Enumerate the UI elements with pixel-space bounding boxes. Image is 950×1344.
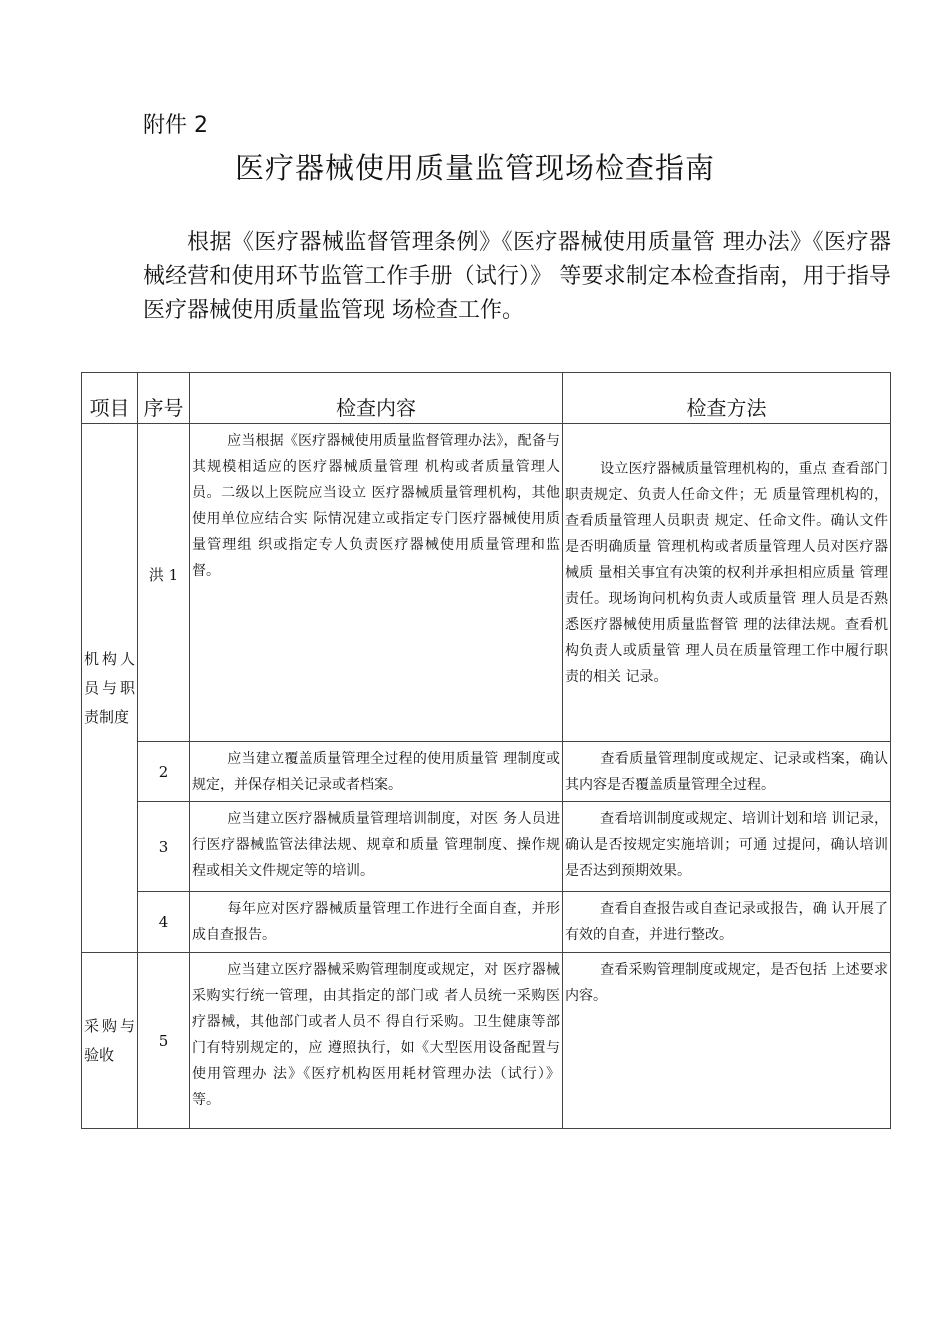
content-text: 应当建立覆盖质量管理全过程的使用质量管 理制度或规定，并保存相关记录或者档案。	[192, 751, 560, 793]
header-content: 检查内容	[190, 373, 563, 424]
method-text: 查看培训制度或规定、培训计划和培 训记录，确认是否按规定实施培训；可通 过提问，确认培训是否达到预期效果。	[565, 811, 888, 879]
header-seq: 序号	[138, 373, 190, 424]
content-text: 应当根据《医疗器械使用质量监督管理办法》，配备与其规模相适应的医疗器械质量管理 机构或者质量管理人员。二级以上医院应当设立 医疗器械质量管理机构，其他使用单位应结合实 际情况建立或指定专门医疗器械使用质量管理组 织或指定专人负责医疗器械使用质量管理和监 督。	[192, 433, 560, 579]
content-cell	[190, 892, 563, 953]
seq-cell: 洪 1	[138, 424, 190, 742]
method-cell	[563, 424, 891, 742]
seq-cell: 2	[138, 742, 190, 802]
table-header-row	[82, 373, 891, 424]
seq-cell: 3	[138, 802, 190, 892]
table-row	[82, 953, 891, 1129]
category-cell: 采购与验收	[82, 953, 138, 1129]
content-text: 应当建立医疗器械质量管理培训制度，对医 务人员进行医疗器械监管法律法规、规章和质量 管理制度、操作规程或相关文件规定等的培训。	[192, 811, 560, 879]
category-cell: 机构人员与职责制度	[82, 424, 138, 953]
method-cell	[563, 953, 891, 1129]
seq-cell: 5	[138, 953, 190, 1129]
attachment-label: 附件 2	[143, 113, 208, 138]
method-cell	[563, 892, 891, 953]
content-cell	[190, 953, 563, 1129]
content-cell	[190, 424, 563, 742]
table-row	[82, 892, 891, 953]
intro-paragraph	[143, 226, 891, 328]
content-cell	[190, 742, 563, 802]
method-cell	[563, 802, 891, 892]
method-text: 设立医疗器械质量管理机构的，重点 查看部门职责规定、负责人任命文件；无 质量管理机构的，查看质量管理人员职责 规定、任命文件。确认文件是否明确质量 管理机构或者质量管理人员对医疗器械质 量相关事宜有决策的权利并承担相应质量 管理责任。现场询问机构负责人或质量管 理人员是否熟悉医疗器械使用质量监督管 理的法律法规。查看机构负责人或质量管 理人员在质量管理工作中履行职责的相关 记录。	[565, 461, 888, 685]
intro-text: 根据《医疗器械监督管理条例》《医疗器械使用质量管 理办法》《医疗器械经营和使用环节监管工作手册（试行）》 等要求制定本检查指南，用于指导医疗器械使用质量监管现 场检查工作。	[143, 230, 891, 323]
content-text: 应当建立医疗器械采购管理制度或规定，对 医疗器械采购实行统一管理，由其指定的部门或 者人员统一采购医疗器械，其他部门或者人员不 得自行采购。卫生健康等部门有特别规定的，应 遵照执行，如《大型医用设备配置与使用管理办 法》《医疗机构医用耗材管理办法（试行）》等。	[192, 962, 560, 1108]
page-title: 医疗器械使用质量监管现场检查指南	[234, 151, 715, 185]
table-row	[82, 424, 891, 742]
method-text: 查看质量管理制度或规定、记录或档案，确认其内容是否覆盖质量管理全过程。	[565, 751, 888, 793]
method-text: 查看采购管理制度或规定，是否包括 上述要求内容。	[565, 962, 888, 1004]
method-text: 查看自查报告或自查记录或报告，确 认开展了有效的自查，并进行整改。	[565, 901, 888, 943]
content-text: 每年应对医疗器械质量管理工作进行全面自查，并形成自查报告。	[192, 901, 560, 943]
method-cell	[563, 742, 891, 802]
header-method: 检查方法	[563, 373, 891, 424]
inspection-table	[81, 372, 891, 1129]
seq-cell: 4	[138, 892, 190, 953]
table-row	[82, 742, 891, 802]
content-cell	[190, 802, 563, 892]
header-item: 项目	[82, 373, 138, 424]
table-row	[82, 802, 891, 892]
